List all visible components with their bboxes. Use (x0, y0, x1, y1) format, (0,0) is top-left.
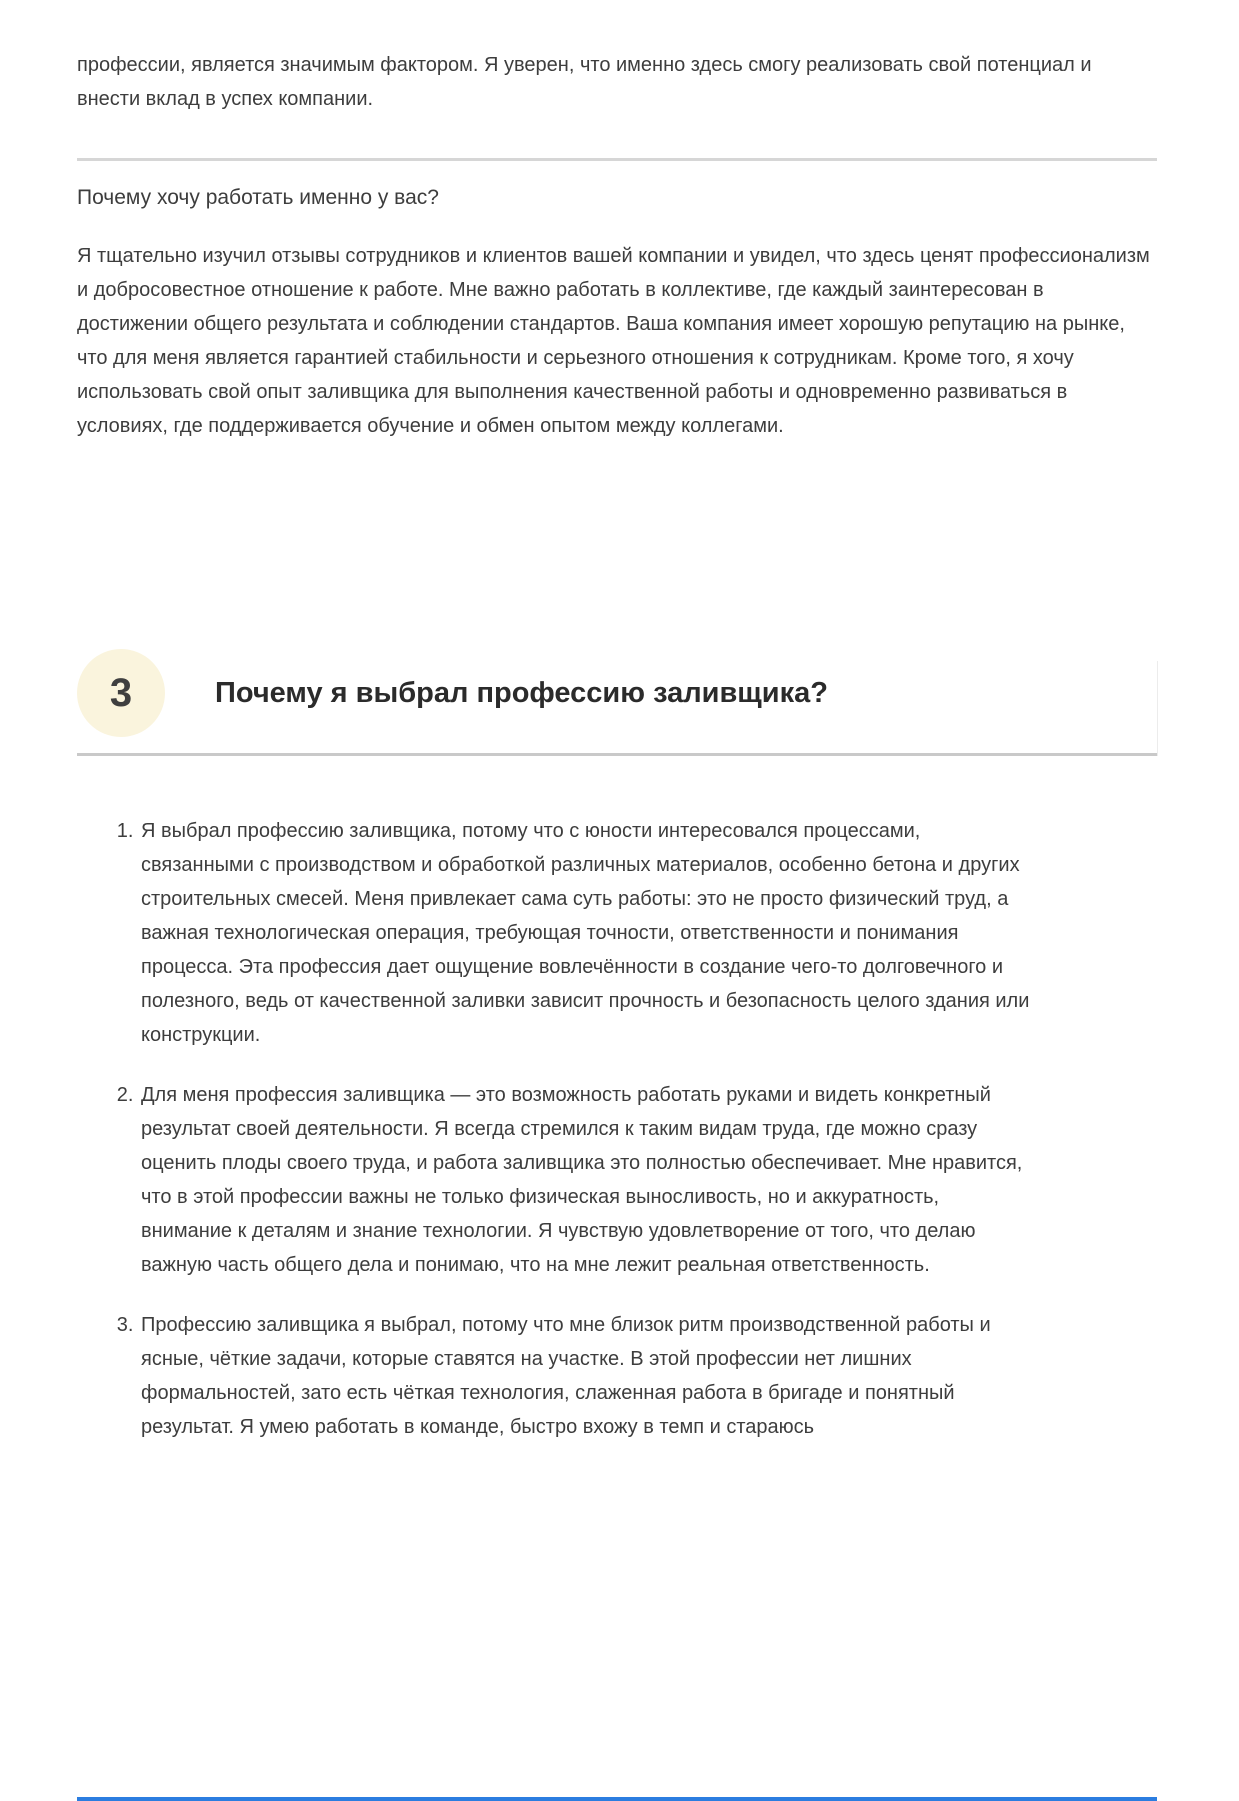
list-item-text: Для меня профессия заливщика — это возможность работать руками и видеть конкретный результат своей деятельности. Я всегда стремился к таким видам труда, где можно сразу оценить плоды своего труда, и работа заливщика это полностью обеспечивает. Мне нравится, что в этой профессии важны не только физическая выносливость, но и аккуратность, внимание к деталям и знание технологии. Я чувствую удовлетворение от того, что делаю важную часть общего дела и понимаю, что на мне лежит реальная ответственность. (141, 1084, 1023, 1276)
reasons-list (77, 814, 1157, 1444)
question-heading: Почему хочу работать именно у вас? (77, 186, 439, 209)
section-number-badge (77, 649, 165, 737)
intro-paragraph: профессии, является значимым фактором. Я уверен, что именно здесь смогу реализовать свой потенциал и внести вклад в успех компании. (77, 54, 1092, 110)
list-item-text: Я выбрал профессию заливщика, потому что с юности интересовался процессами, связанными с производством и обработкой различных материалов, особенно бетона и других строительных смесей. Меня привлекает сама суть работы: это не просто физический труд, а важная технологическая операция, требующая точности, ответственности и понимания процесса. Эта профессия дает ощущение вовлечённости в создание чего-то долговечного и полезного, ведь от качественной заливки зависит прочность и безопасность целого здания или конструкции. (141, 820, 1030, 1046)
list-item (139, 1078, 1035, 1282)
list-item (139, 1308, 1035, 1444)
question-answer-paragraph: Я тщательно изучил отзывы сотрудников и клиентов вашей компании и увидел, что здесь ценят профессионализм и добросовестное отношение к работе. Мне важно работать в коллективе, где каждый заинтересован в достижении общего результата и соблюдении стандартов. Ваша компания имеет хорошую репутацию на рынке, что для меня является гарантией стабильности и серьезного отношения к сотрудникам. Кроме того, я хочу использовать свой опыт заливщика для выполнения качественной работы и одновременно развиваться в условиях, где поддерживается обучение и обмен опытом между коллегами. (77, 245, 1150, 437)
list-item-text: Профессию заливщика я выбрал, потому что мне близок ритм производственной работы и ясные, чёткие задачи, которые ставятся на участке. В этой профессии нет лишних формальностей, зато есть чёткая технология, слаженная работа в бригаде и понятный результат. Я умею работать в команде, быстро вхожу в темп и стараюсь (141, 1314, 991, 1438)
section-divider (77, 158, 1157, 161)
section-title: Почему я выбрал профессию заливщика? (215, 677, 828, 709)
section-number: 3 (109, 670, 133, 715)
section-header-right-edge (1157, 661, 1158, 756)
document-page (0, 48, 1239, 1801)
section-header (77, 649, 1157, 756)
page-bottom-accent-line (77, 1797, 1157, 1801)
list-item (139, 814, 1035, 1052)
